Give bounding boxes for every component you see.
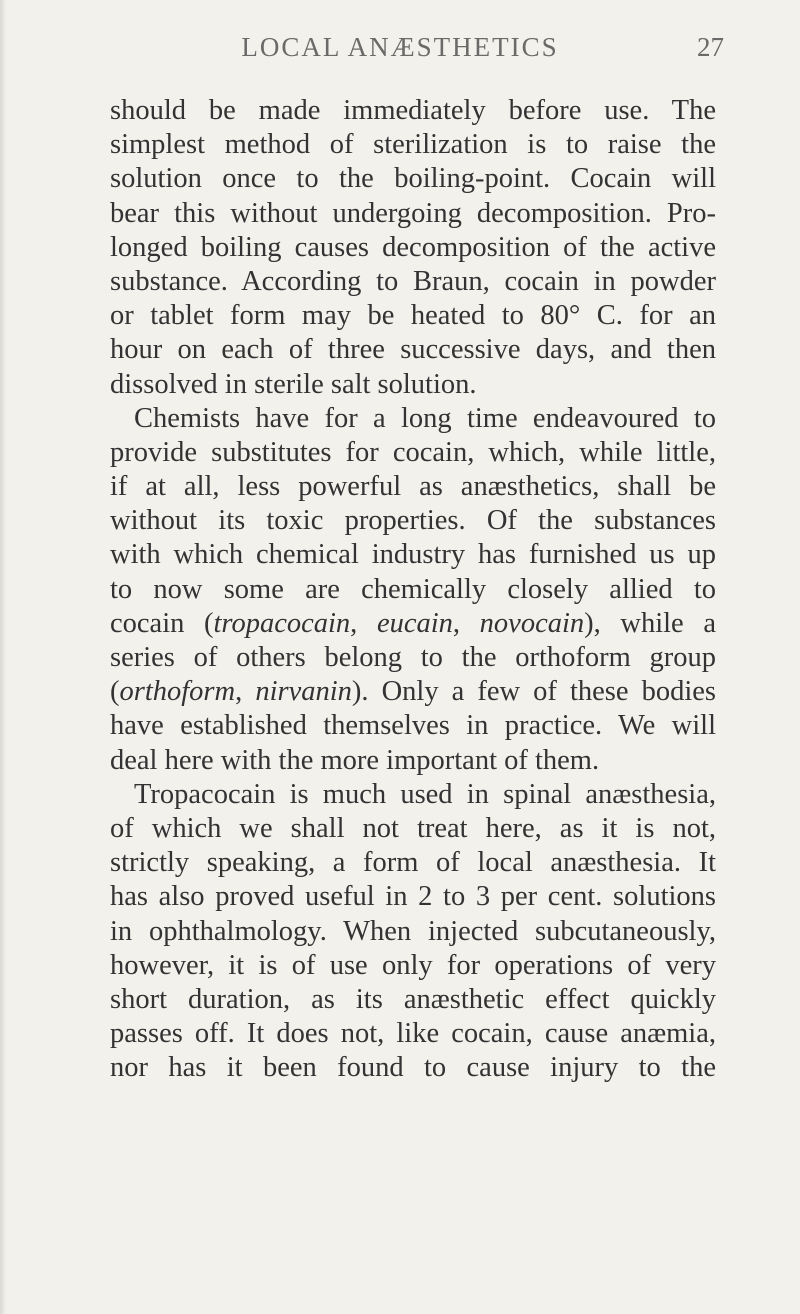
text-line: if at all, less powerful as anæsthetics, shall be (110, 471, 716, 503)
text-line: longed boiling causes decomposition of the active (110, 231, 716, 263)
running-head (0, 18, 800, 78)
text-line: in ophthalmology. When injected subcutaneously, (110, 915, 716, 947)
text-line: should be made immediately before use. The (110, 95, 716, 126)
text-line: short duration, as its anæsthetic effect quickly (110, 983, 716, 1015)
text-line: however, it is of use only for operations of very (110, 949, 716, 981)
text-line: or tablet form may be heated to 80° C. for an (110, 300, 716, 332)
text-line: (orthoform, nirvanin). Only a few of these bodies (110, 676, 717, 708)
text-line: nor has it been found to cause injury to the (110, 1052, 716, 1084)
text-line: without its toxic properties. Of the substances (110, 505, 716, 537)
text-line: Tropacocain is much used in spinal anæsthesia, (134, 778, 716, 810)
text-line: passes off. It does not, like cocain, cause anæmia, (110, 1018, 716, 1050)
text-line: deal here with the more important of them. (110, 744, 600, 776)
text-line: series of others belong to the orthoform group (110, 642, 716, 673)
text-line: dissolved in sterile salt solution. (110, 368, 477, 400)
text-line: has also proved useful in 2 to 3 per cent. solutions (110, 881, 716, 913)
running-title: LOCAL ANÆSTHETICS (241, 32, 559, 62)
text-line: Chemists have for a long time endeavoured to (134, 402, 716, 434)
text-line: provide substitutes for cocain, which, while little, (110, 436, 716, 468)
text-line: with which chemical industry has furnished us up (110, 539, 716, 571)
text-line: simplest method of sterilization is to raise the (110, 129, 716, 161)
text-line: have established themselves in practice. We will (110, 710, 716, 742)
page-edge-shadow (0, 0, 6, 1314)
page-number: 27 (697, 32, 724, 62)
body-text (110, 94, 716, 1085)
text-line: solution once to the boiling-point. Cocain will (110, 163, 716, 195)
text-line: hour on each of three successive days, and then (110, 334, 716, 366)
text-line: substance. According to Braun, cocain in powder (110, 265, 716, 297)
text-line: cocain (tropacocain, eucain, novocain), while a (110, 607, 716, 639)
text-line: bear this without undergoing decomposition. Pro- (110, 197, 716, 229)
text-line: of which we shall not treat here, as it is not, (110, 812, 716, 844)
text-line: to now some are chemically closely allied to (110, 573, 716, 605)
text-line: strictly speaking, a form of local anæsthesia. It (110, 847, 716, 879)
